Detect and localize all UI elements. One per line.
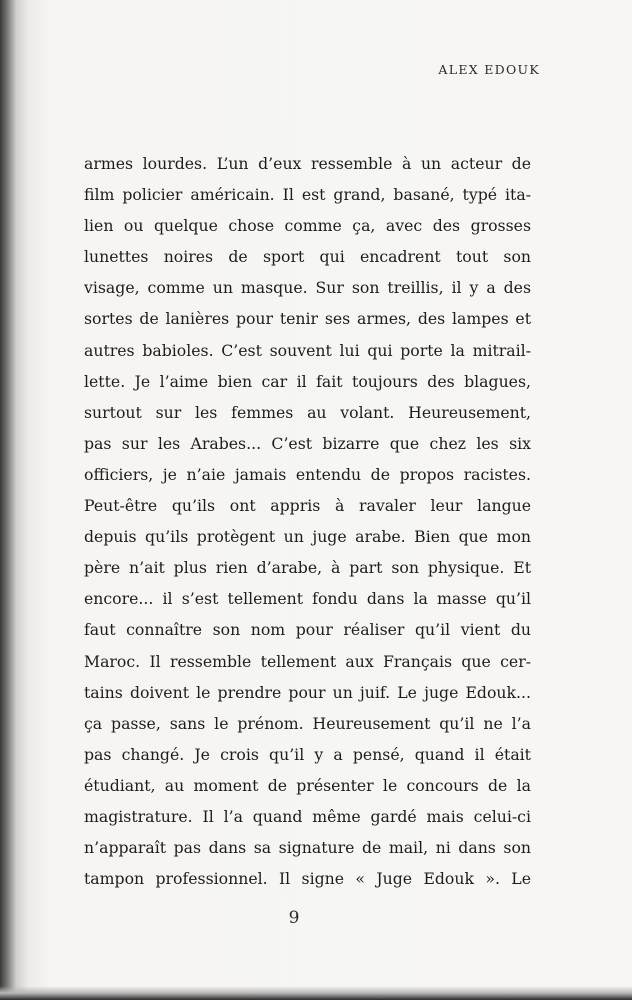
text-line: officiers, je n’aie jamais entendu de propos racistes. bbox=[84, 464, 531, 484]
text-line: encore... il s’est tellement fondu dans la masse qu’il bbox=[84, 589, 531, 609]
text-line: Peut-être qu’ils ont appris à ravaler leur langue bbox=[84, 496, 531, 516]
text-line: ça passe, sans le prénom. Heureusement qu’il ne l’a bbox=[84, 713, 531, 733]
running-header: ALEX EDOUK bbox=[438, 62, 540, 77]
text-line: n’apparaît pas dans sa signature de mail, ni dans son bbox=[84, 838, 531, 858]
text-line: lien ou quelque chose comme ça, avec des grosses bbox=[84, 216, 531, 236]
body-text bbox=[84, 148, 531, 894]
text-line: surtout sur les femmes au volant. Heureusement, bbox=[84, 402, 531, 422]
text-line: père n’ait plus rien d’arabe, à part son physique. Et bbox=[84, 558, 531, 578]
text-line: étudiant, au moment de présenter le concours de la bbox=[84, 775, 531, 795]
text-line: magistrature. Il l’a quand même gardé mais celui-ci bbox=[84, 806, 531, 826]
text-line: faut connaître son nom pour réaliser qu’il vient du bbox=[84, 620, 531, 640]
text-line: armes lourdes. L’un d’eux ressemble à un acteur de bbox=[84, 154, 531, 173]
page-bottom-shadow bbox=[0, 986, 632, 1000]
text-line: pas changé. Je crois qu’il y a pensé, quand il était bbox=[84, 744, 531, 764]
text-line: pas sur les Arabes... C’est bizarre que chez les six bbox=[84, 433, 531, 453]
text-line: Maroc. Il ressemble tellement aux Français que cer- bbox=[84, 651, 531, 671]
text-line: tampon professionnel. Il signe « Juge Edouk ». Le bbox=[84, 869, 531, 889]
text-line: autres babioles. C’est souvent lui qui porte la mitrail- bbox=[84, 340, 531, 360]
text-line: tains doivent le prendre pour un juif. Le juge Edouk... bbox=[84, 682, 531, 702]
text-line: depuis qu’ils protègent un juge arabe. Bien que mon bbox=[84, 527, 531, 547]
text-line: sortes de lanières pour tenir ses armes, des lampes et bbox=[84, 309, 531, 329]
text-line: lunettes noires de sport qui encadrent tout son bbox=[84, 247, 531, 267]
text-line: lette. Je l’aime bien car il fait toujours des blagues, bbox=[84, 371, 531, 391]
page-number: 9 bbox=[288, 908, 300, 928]
text-line: visage, comme un masque. Sur son treillis, il y a des bbox=[84, 278, 531, 298]
text-line: film policier américain. Il est grand, basané, typé ita- bbox=[84, 185, 531, 205]
